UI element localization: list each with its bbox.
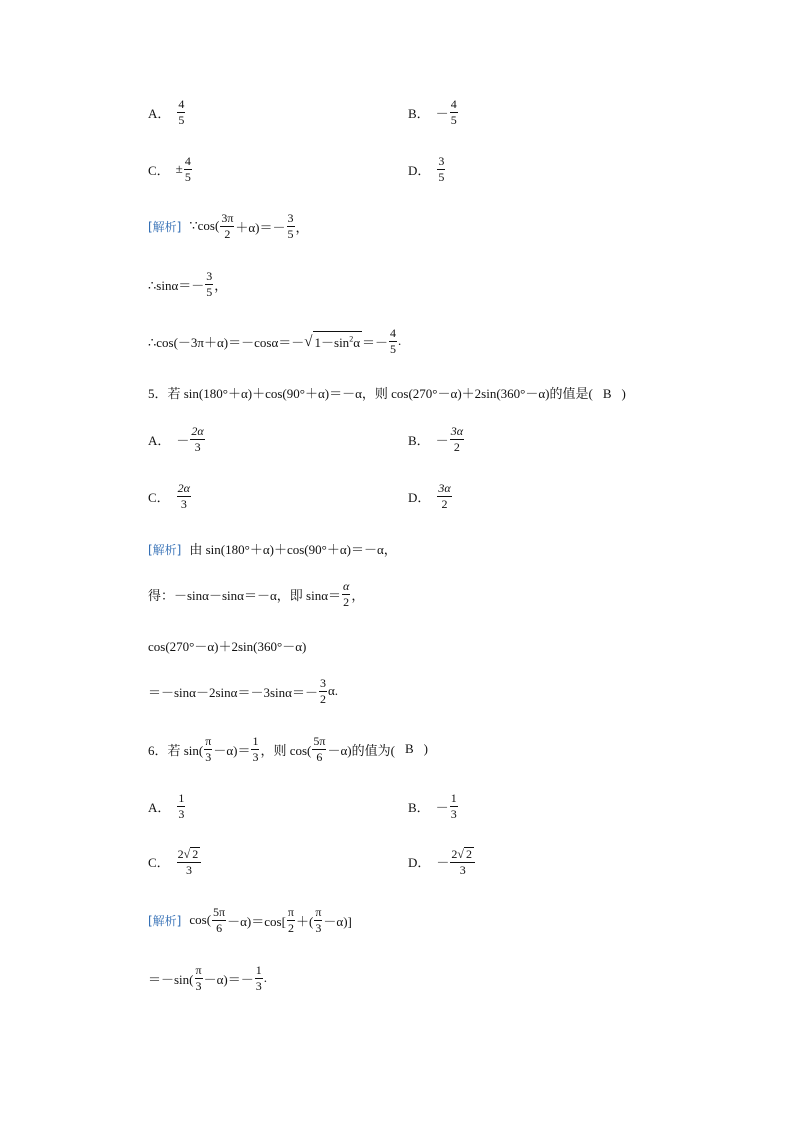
fraction: $\frac{4}{5}$: [184, 154, 191, 184]
fraction: $\frac{4}{5}$: [178, 97, 185, 127]
q4-option-d: D． $\frac{3}{5}$: [408, 154, 445, 184]
q4-option-c: C． ± $\frac{4}{5}$: [148, 154, 191, 184]
analysis-tag: [解析]: [148, 913, 182, 928]
q5-stem: 5．若 sin(180°＋α)＋cos(90°＋α)＝－α，则 cos(270°－α)＋2sin(360°－α)的值是( B ): [148, 386, 626, 401]
q4-option-b: B． － $\frac{4}{5}$: [408, 97, 457, 127]
analysis-tag: [解析]: [148, 543, 182, 557]
q4-analysis-line-3: ∴cos(－3π＋α)＝－cosα＝－ √ $1-\sin^2\alpha$ ＝－ $\frac{4}{5}$ .: [148, 326, 402, 356]
q5-option-d: D． $\frac{3\alpha}{2}$: [408, 481, 451, 511]
q6-stem: 6．若 sin( $\frac{\pi}{3}$ －α)＝ $\frac{1}{3}$ ，则 cos( $\frac{5\pi}{6}$ －α)的值为( B ): [148, 734, 428, 764]
q6-option-c: C． 2 √ 2 3: [148, 847, 202, 876]
q4-analysis-line-2: ∴sinα＝－ $\frac{3}{5}$ ，: [148, 269, 228, 299]
q5-analysis-line-4: ＝－sinα－2sinα＝－3sinα＝－ $\frac{3}{2}$ α.: [148, 676, 339, 706]
q5-analysis-line-1: [解析] 由 sin(180°＋α)＋cos(90°＋α)＝－α，: [148, 542, 397, 557]
square-root: √ $1-\sin^2\alpha$: [304, 331, 362, 351]
fraction: $\frac{3}{5}$: [438, 154, 445, 184]
fraction: $\frac{4}{5}$: [450, 97, 457, 127]
q6-option-b: B． － $\frac{1}{3}$: [408, 791, 457, 821]
q5-analysis-line-3: cos(270°－α)＋2sin(360°－α): [148, 639, 307, 654]
answer: B: [404, 741, 414, 757]
q5-option-b: B． － $\frac{3\alpha}{2}$: [408, 424, 463, 454]
q5-option-a: A． － $\frac{2\alpha}{3}$: [148, 424, 204, 454]
analysis-tag: [解析]: [148, 219, 182, 234]
answer: B: [602, 386, 612, 401]
q4-option-a: A． $\frac{4}{5}$: [148, 97, 185, 127]
q5-option-c: C． $\frac{2\alpha}{3}$: [148, 481, 190, 511]
q6-option-a: A． $\frac{1}{3}$: [148, 791, 185, 821]
q4-analysis-line-1: [解析] ∵cos( $\frac{3\pi}{2}$ ＋α)＝－ $\frac{3}{5}$ ，: [148, 211, 309, 241]
q5-analysis-line-2: 得：－sinα－sinα＝－α，即 sinα＝ $\frac{\alpha}{2}$ ，: [148, 579, 365, 609]
q6-option-d: D． － 2 √ 2 3: [408, 847, 476, 876]
q6-analysis-line-1: [解析] cos( $\frac{5\pi}{6}$ －α)＝cos[ $\frac{\pi}{2}$ ＋( $\frac{\pi}{3}$ －α)]: [148, 905, 352, 935]
q6-analysis-line-2: ＝－sin( $\frac{\pi}{3}$ －α)＝－ $\frac{1}{3}$ .: [148, 963, 267, 993]
